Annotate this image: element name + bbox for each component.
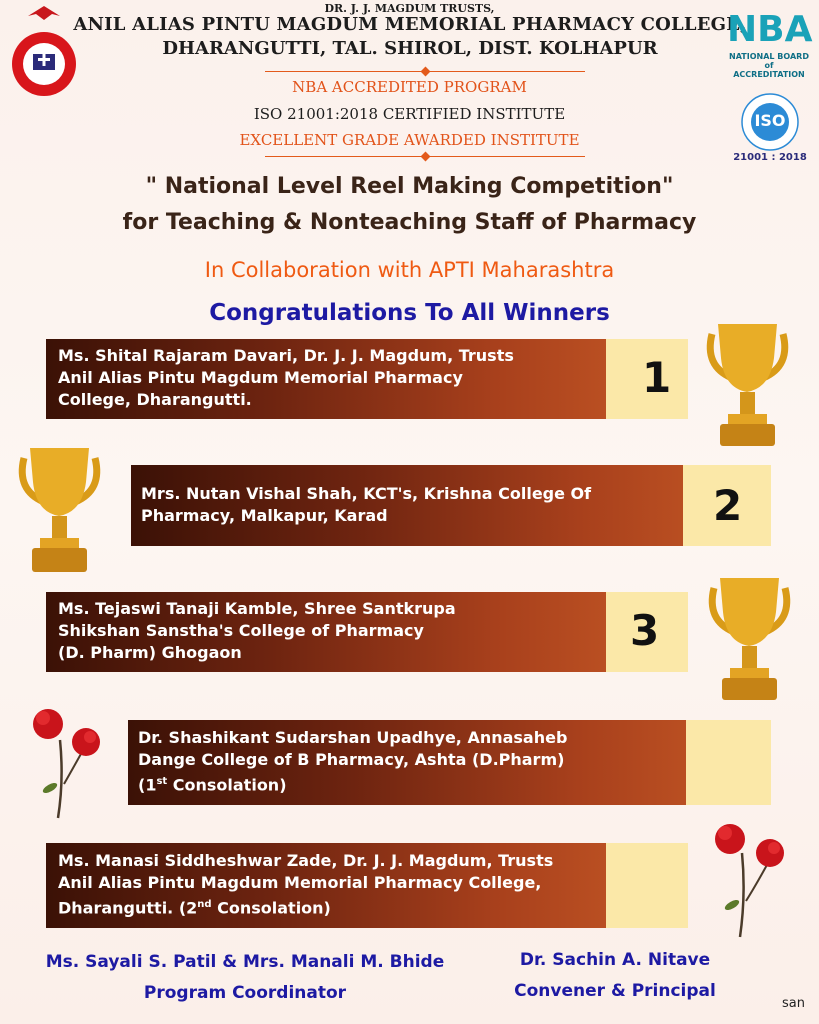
winner-1-line-3: College, Dharangutti.	[58, 390, 252, 409]
winner-banner-3	[46, 592, 688, 672]
competition-title: " National Level Reel Making Competition"	[145, 174, 674, 199]
nba-program-line: NBA ACCREDITED PROGRAM	[292, 78, 527, 96]
nba-text-2: ACCREDITATION	[733, 70, 805, 79]
convener-name: Dr. Sachin A. Nitave	[519, 950, 711, 970]
winner-1-line-2: Anil Alias Pintu Magdum Memorial Pharmacy	[58, 368, 463, 387]
winner-banner-2	[131, 465, 771, 546]
iso-number: 21001 : 2018	[733, 152, 807, 163]
nba-mark: NBA	[727, 9, 813, 50]
winner-3-line-2: Shikshan Sanstha's College of Pharmacy	[58, 621, 424, 640]
college-name: ANIL ALIAS PINTU MAGDUM MEMORIAL PHARMACY COLLEGE,	[73, 14, 747, 35]
collaboration-line: In Collaboration with APTI Maharashtra	[204, 258, 615, 282]
winner-3-line-3: (D. Pharm) Ghogaon	[58, 643, 242, 662]
excellent-grade-line: EXCELLENT GRADE AWARDED INSTITUTE	[239, 131, 580, 149]
coordinator-role: Program Coordinator	[143, 983, 347, 1003]
trophy-icon	[700, 318, 795, 453]
consolation-2-line-2: Anil Alias Pintu Magdum Memorial Pharmacy College,	[58, 873, 542, 892]
rank-3: 3	[630, 606, 660, 655]
iso-mark: ISO	[754, 111, 786, 130]
iso-cert-line: ISO 21001:2018 CERTIFIED INSTITUTE	[253, 105, 566, 123]
winner-2-line-1: Mrs. Nutan Vishal Shah, KCT's, Krishna College Of	[141, 484, 592, 503]
header-divider	[265, 71, 585, 72]
trophy-icon	[12, 440, 107, 580]
rank-1: 1	[642, 353, 672, 402]
winner-3-line-1: Ms. Tejaswi Tanaji Kamble, Shree Santkrupa	[58, 599, 456, 618]
consolation-1-line-3: (1st Consolation)	[138, 775, 287, 795]
winner-1-line-1: Ms. Shital Rajaram Davari, Dr. J. J. Magdum, Trusts	[58, 346, 514, 365]
winner-2-line-2: Pharmacy, Malkapur, Karad	[141, 506, 388, 525]
congratulations-heading: Congratulations To All Winners	[209, 300, 610, 326]
consolation-banner-2	[46, 843, 688, 928]
winner-banner-1	[46, 339, 688, 419]
college-address: DHARANGUTTI, TAL. SHIROL, DIST. KOLHAPUR	[162, 38, 658, 59]
trophy-icon	[702, 572, 797, 707]
competition-subtitle: for Teaching & Nonteaching Staff of Pharmacy	[122, 210, 697, 235]
consolation-banner-1	[128, 720, 771, 805]
iso-logo	[728, 86, 812, 170]
trusts-name: DR. J. J. MAGDUM TRUSTS,	[324, 2, 495, 15]
nba-logo	[727, 8, 811, 82]
consolation-1-line-2: Dange College of B Pharmacy, Ashta (D.Pharm)	[138, 750, 565, 769]
header-divider-2	[265, 156, 585, 157]
rose-icon	[20, 700, 115, 820]
nba-text-1: NATIONAL BOARD of	[729, 52, 809, 70]
rose-icon	[700, 815, 800, 940]
rank-2: 2	[713, 481, 743, 530]
signature-mark: san	[782, 996, 805, 1011]
consolation-2-line-3: Dharangutti. (2nd Consolation)	[58, 898, 331, 918]
consolation-1-line-1: Dr. Shashikant Sudarshan Upadhye, Annasaheb	[138, 728, 568, 747]
convener-role: Convener & Principal	[514, 981, 716, 1001]
consolation-2-line-1: Ms. Manasi Siddheshwar Zade, Dr. J. J. Magdum, Trusts	[58, 851, 554, 870]
coordinators-names: Ms. Sayali S. Patil & Mrs. Manali M. Bhide	[45, 952, 445, 972]
